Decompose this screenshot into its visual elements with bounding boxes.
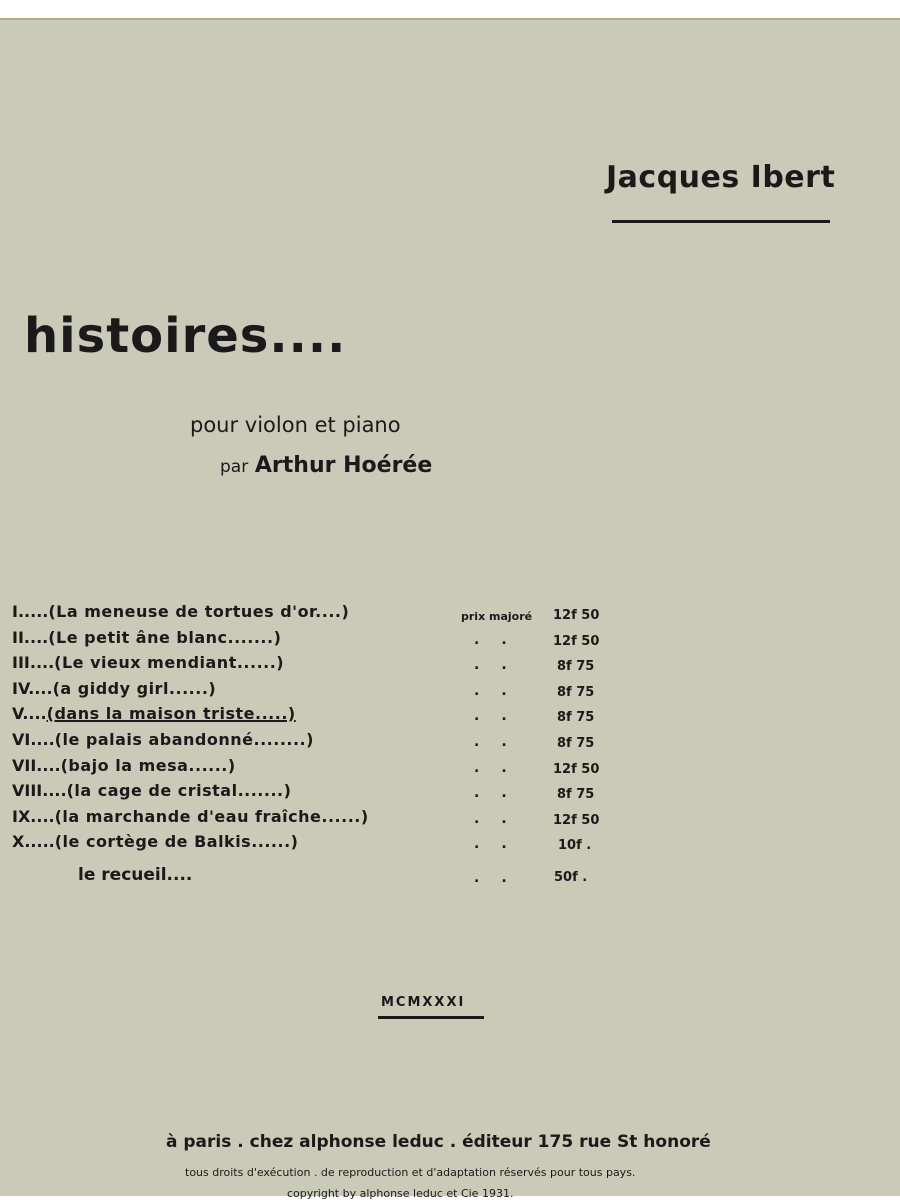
year-underline	[378, 1016, 484, 1019]
piece-title: (bajo la mesa......)	[60, 756, 236, 775]
piece-price: 8f 75	[557, 659, 595, 674]
piece-number: IX....	[12, 807, 55, 826]
arranger-prefix: par	[220, 457, 249, 477]
piece-title: (Le vieux mendiant......)	[54, 653, 285, 672]
piece-price: 8f 75	[557, 787, 595, 802]
piece-price: 12f 50	[553, 608, 600, 623]
piece-row	[12, 602, 349, 626]
collection-label: le recueil....	[78, 865, 193, 885]
collection-price: 50f .	[554, 870, 588, 885]
score-cover	[0, 18, 900, 1200]
ditto-marks: ..	[474, 683, 529, 699]
publication-year: MCMXXXI	[381, 995, 466, 1010]
piece-number: VI....	[12, 730, 55, 749]
piece-title: (a giddy girl......)	[52, 679, 217, 698]
piece-row	[12, 679, 216, 703]
piece-row	[12, 807, 369, 831]
arranger-line	[220, 453, 432, 478]
price-label: prix majoré	[461, 610, 533, 623]
copyright-notice: copyright by alphonse leduc et Cie 1931.	[287, 1187, 514, 1200]
work-title: histoires....	[24, 308, 347, 364]
piece-number: IV....	[12, 679, 53, 698]
ditto-marks: ..	[474, 836, 529, 852]
arranger-name: Arthur Hoérée	[254, 453, 433, 478]
piece-row	[12, 832, 298, 856]
composer-name: Jacques Ibert	[606, 160, 836, 195]
piece-number: II....	[12, 628, 49, 647]
piece-row	[12, 781, 291, 805]
piece-title: (le cortège de Balkis......)	[54, 832, 299, 851]
instrumentation: pour violon et piano	[190, 413, 401, 437]
ditto-marks: ..	[474, 785, 529, 801]
piece-number: VII....	[12, 756, 61, 775]
piece-number: V....	[12, 704, 47, 723]
piece-price: 8f 75	[557, 736, 595, 751]
ditto-marks: ..	[474, 632, 529, 648]
piece-title: (Le petit âne blanc.......)	[48, 628, 282, 647]
piece-price: 8f 75	[557, 710, 595, 725]
piece-row	[12, 704, 296, 728]
collection-ditto: ..	[474, 870, 529, 886]
piece-row	[12, 730, 314, 754]
piece-number: VIII....	[12, 781, 67, 800]
piece-price: 12f 50	[553, 813, 600, 828]
piece-number: I.....	[12, 602, 49, 621]
piece-title: (dans la maison triste.....)	[46, 704, 296, 723]
piece-number: III....	[12, 653, 55, 672]
ditto-marks: ..	[474, 657, 529, 673]
ditto-marks: ..	[474, 708, 529, 724]
ditto-marks: ..	[474, 734, 529, 750]
piece-title: (la cage de cristal.......)	[66, 781, 292, 800]
piece-number: X.....	[12, 832, 55, 851]
piece-row	[12, 756, 236, 780]
ditto-marks: ..	[474, 811, 529, 827]
piece-title: (la marchande d'eau fraîche......)	[54, 807, 369, 826]
piece-title: (le palais abandonné........)	[54, 730, 314, 749]
publisher-line: à paris . chez alphonse leduc . éditeur 175 rue St honoré	[166, 1132, 711, 1152]
piece-price: 12f 50	[553, 634, 600, 649]
composer-underline	[612, 220, 830, 223]
ditto-marks: ..	[474, 760, 529, 776]
piece-title: (La meneuse de tortues d'or....)	[48, 602, 350, 621]
rights-notice: tous droits d'exécution . de reproduction et d'adaptation réservés pour tous pays.	[185, 1166, 636, 1179]
collection-row	[78, 865, 192, 889]
piece-price: 10f .	[558, 838, 592, 853]
piece-price: 12f 50	[553, 762, 600, 777]
piece-row	[12, 653, 284, 677]
piece-row	[12, 628, 281, 652]
piece-price: 8f 75	[557, 685, 595, 700]
